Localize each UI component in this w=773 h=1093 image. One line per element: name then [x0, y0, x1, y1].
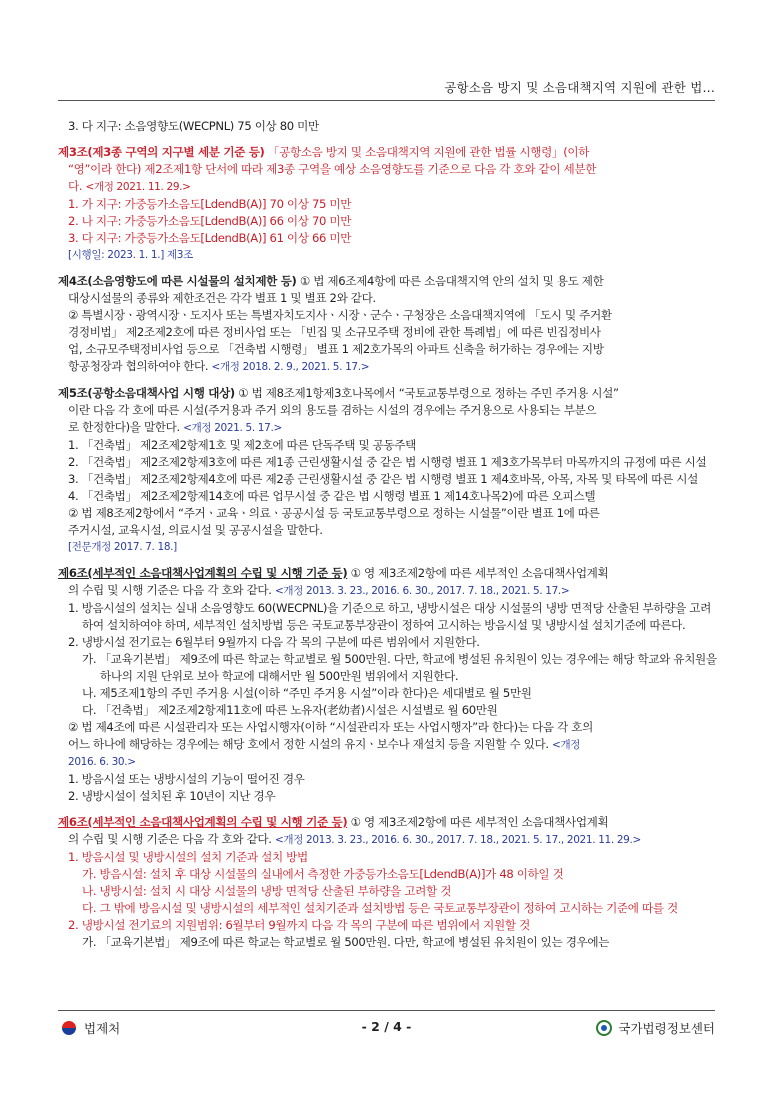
- list-item: 1. 「건축법」 제2조제2항제1호 및 제2호에 따른 단독주택 및 공동주택: [68, 438, 417, 452]
- list-item: 2. 냉방시설 전기료는 6월부터 9월까지 다음 각 목의 구분에 따른 범위에서 지원한다.: [68, 635, 480, 649]
- text-line: 대상시설물의 종류와 제한조건은 각각 별표 1 및 별표 2와 같다.: [68, 291, 376, 305]
- revision-note: <개정 2013. 3. 23., 2016. 6. 30., 2017. 7. 18., 2021. 5. 17.>: [274, 585, 570, 597]
- ministry-name: 법제처: [84, 1021, 121, 1036]
- article-3: [58, 144, 718, 264]
- list-item: 가. 방음시설: 설치 후 대상 시설물의 실내에서 측정한 가중등가소음도[LdendB(A)]가 48 이하일 것: [82, 867, 564, 881]
- text-span: ① 영 제3조제2항에 따른 세부적인 소음대책사업계획: [347, 566, 609, 580]
- text-span: 다.: [68, 179, 83, 193]
- text-span: 로 한정한다)을 말한다.: [68, 420, 180, 434]
- text-line: 주거시설, 교육시설, 의료시설 및 공공시설을 말한다.: [68, 523, 323, 537]
- law-center-logo-icon: [596, 1020, 612, 1036]
- article-heading: 제6조(세부적인 소음대책사업계획의 수립 및 시행 기준 등): [58, 566, 348, 580]
- article-heading: 제3조(제3종 구역의 지구별 세분 기준 등): [58, 145, 265, 159]
- list-item: 나. 제5조제1항의 주민 주거용 시설(이하 “주민 주거용 시설”이라 한다)은 세대별로 월 5만원: [82, 686, 532, 700]
- list-item: 1. 방음시설 또는 냉방시설의 기능이 떨어진 경우: [68, 772, 305, 786]
- list-item: 2. 「건축법」 제2조제2항제3호에 따른 제1종 근린생활시설 중 같은 법 시행령 별표 1 제3호가목부터 마목까지의 규정에 따른 시설: [68, 455, 707, 469]
- text-line: 이란 다음 각 호에 따른 시설(주거용과 주거 외의 용도를 겸하는 시설의 경우에는 주거용으로 사용되는 부분으: [68, 403, 597, 417]
- list-item: 1. 방음시설의 설치는 실내 소음영향도 60(WECPNL)을 기준으로 하고, 냉방시설은 대상 시설물의 냉방 면적당 산출된 부하량을 고려하여 설치하여야 하며, 세부적인 설치방법 등은 국토교통부장관이 정하여 고시하는 방음시설 및 냉방시설 설치기준에 따른다.: [68, 601, 711, 632]
- text-line: 3. 다 지구: 소음영향도(WECPNL) 75 이상 80 미만: [68, 119, 319, 133]
- text-line: “영”이라 한다) 제2조제1항 단서에 따라 제3종 구역을 예상 소음영향도를 기준으로 다음 각 호와 같이 세분한: [68, 162, 597, 176]
- list-item: 가. 「교육기본법」 제9조에 따른 학교는 학교별로 월 500만원. 다만, 학교에 병설된 유치원이 있는 경우에는 해당 학교와 유치원을 하나의 지원 단위로 보아 학교에 대해서만 월 500만원 범위에서 지원한다.: [82, 652, 717, 683]
- revision-note: <개정 2013. 3. 23., 2016. 6. 30., 2017. 7. 18., 2021. 5. 17., 2021. 11. 29.>: [274, 834, 641, 846]
- list-item: 2. 나 지구: 가중등가소음도[LdendB(A)] 66 이상 70 미만: [68, 214, 352, 228]
- text-span: ① 법 제6조제4항에 따른 소음대책지역 안의 설치 및 용도 제한: [296, 274, 604, 288]
- law-center-name: 국가법령정보센터: [618, 1021, 715, 1036]
- footer-right: [596, 1019, 715, 1037]
- article-5: [58, 385, 718, 556]
- text-span: 의 수립 및 시행 기준은 다음 각 호와 같다.: [68, 583, 272, 597]
- article-heading: 제5조(공항소음대책사업 시행 대상): [58, 386, 235, 400]
- article-4: [58, 273, 718, 376]
- list-item: 다. 「건축법」 제2조제2항제11호에 따른 노유자(老幼者)시설은 시설별로 월 60만원: [82, 703, 498, 717]
- list-item: 1. 방음시설 및 냉방시설의 설치 기준과 설치 방법: [68, 850, 308, 864]
- list-item: 3. 다 지구: 가중등가소음도[LdendB(A)] 61 이상 66 미만: [68, 231, 352, 245]
- document-body: [58, 118, 718, 951]
- text-line: 경정비법」 제2조제2호에 따른 정비사업 또는 「빈집 및 소규모주택 정비에 관한 특례법」에 따른 빈집정비사: [68, 325, 601, 339]
- text-line: ② 특별시장ㆍ광역시장ㆍ도지사 또는 특별자치도지사ㆍ시장ㆍ군수ㆍ구청장은 소음대책지역에 「도시 및 주거환: [68, 308, 612, 322]
- revision-note: <개정 2021. 11. 29.>: [85, 181, 191, 193]
- article-6-amended: [58, 814, 718, 951]
- page-header: [58, 78, 715, 101]
- revision-note: 2016. 6. 30.>: [68, 756, 136, 768]
- page-footer: [58, 1010, 715, 1043]
- page-number: - 2 / 4 -: [361, 1019, 412, 1034]
- text-line: 업, 소규모주택정비사업 등으로 「건축법 시행령」 별표 1 제2호가목의 아파트 신축을 허가하는 경우에는 지방: [68, 342, 604, 356]
- revision-note: <개정 2021. 5. 17.>: [183, 422, 282, 434]
- list-item: 1. 가 지구: 가중등가소음도[LdendB(A)] 70 이상 75 미만: [68, 197, 352, 211]
- text-line: ② 법 제4조에 따른 시설관리자 또는 사업시행자(이하 “시설관리자 또는 사업시행자”라 한다)는 다음 각 호의: [68, 720, 593, 734]
- list-item: 나. 냉방시설: 설치 시 대상 시설물의 냉방 면적당 산출된 부하량을 고려할 것: [82, 884, 452, 898]
- article-6: [58, 565, 718, 805]
- list-item: 2. 냉방시설 전기료의 지원범위: 6월부터 9월까지 다음 각 목의 구분에 따른 범위에서 지원할 것: [68, 918, 530, 932]
- revision-note: <개정 2018. 2. 9., 2021. 5. 17.>: [211, 361, 370, 373]
- article-heading: 제4조(소음영향도에 따른 시설물의 설치제한 등): [58, 274, 297, 288]
- law-title: 공항소음 방지 및 소음대책지역 지원에 관한 법...: [444, 80, 715, 95]
- list-item: 가. 「교육기본법」 제9조에 따른 학교는 학교별로 월 500만원. 다만, 학교에 병설된 유치원이 있는 경우에는: [82, 935, 610, 949]
- text-span: 의 수립 및 시행 기준은 다음 각 호와 같다.: [68, 832, 272, 846]
- text-span: 항공청장과 협의하여야 한다.: [68, 359, 209, 373]
- list-item: 3. 「건축법」 제2조제2항제4호에 따른 제2종 근린생활시설 중 같은 법 시행령 별표 1 제4호바목, 아목, 자목 및 타목에 따른 시설: [68, 472, 698, 486]
- text-span: ① 영 제3조제2항에 따른 세부적인 소음대책사업계획: [347, 815, 609, 829]
- list-item: 2. 냉방시설이 설치된 후 10년이 지난 경우: [68, 789, 276, 803]
- text-span: 「공항소음 방지 및 소음대책지역 지원에 관한 법률 시행령」(이하: [264, 145, 590, 159]
- revision-note: <개정: [552, 739, 581, 751]
- revision-note: [전문개정 2017. 7. 18.]: [68, 541, 177, 553]
- article-heading: 제6조(세부적인 소음대책사업계획의 수립 및 시행 기준 등): [58, 815, 348, 829]
- list-item: 4. 「건축법」 제2조제2항제14호에 따른 업무시설 중 같은 법 시행령 별표 1 제14호나목2)에 따른 오피스텔: [68, 489, 596, 503]
- text-line: ② 법 제8조제2항에서 “주거ㆍ교육ㆍ의료ㆍ공공시설 등 국토교통부령으로 정하는 시설물”이란 별표 1에 따른: [68, 506, 600, 520]
- text-span: 어느 하나에 해당하는 경우에는 해당 호에서 정한 시설의 유지ㆍ보수나 재설치 등을 지원할 수 있다.: [68, 737, 549, 751]
- text-span: ① 법 제8조제1항제3호나목에서 “국토교통부령으로 정하는 주민 주거용 시설”: [234, 386, 619, 400]
- list-item: 다. 그 밖에 방음시설 및 냉방시설의 세부적인 설치기준과 설치방법 등은 국토교통부장관이 정하여 고시하는 기준에 따를 것: [82, 901, 678, 915]
- effective-date-note: [시행일: 2023. 1. 1.] 제3조: [68, 249, 193, 261]
